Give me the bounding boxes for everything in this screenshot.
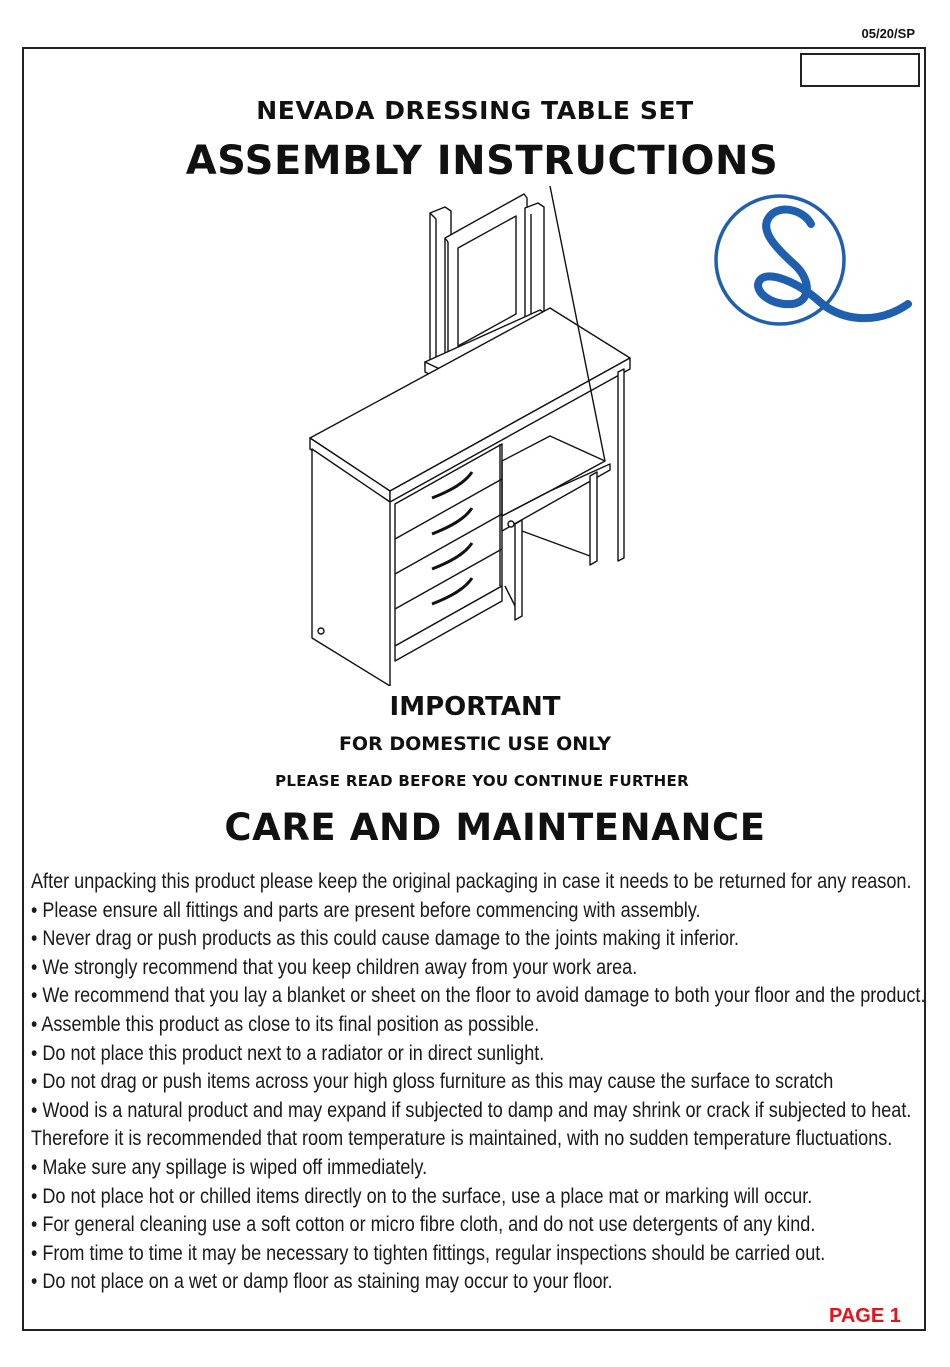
- care-line: • Do not place on a wet or damp floor as staining may occur to your floor.: [31, 1270, 613, 1294]
- care-line: Therefore it is recommended that room temperature is maintained, with no sudden temperature fluctuations.: [31, 1127, 893, 1151]
- domestic-use-notice: FOR DOMESTIC USE ONLY: [338, 733, 612, 755]
- care-line: • Do not place hot or chilled items directly on to the surface, use a place mat or marking will occur.: [31, 1184, 813, 1208]
- care-maintenance-heading: CARE AND MAINTENANCE: [224, 806, 766, 849]
- dressing-table-illustration: [300, 186, 640, 686]
- page-number: PAGE 1: [829, 1305, 901, 1327]
- care-line: • Wood is a natural product and may expand if subjected to damp and may shrink or crack if subjected to heat.: [31, 1098, 912, 1122]
- care-line: • Do not drag or push items across your high gloss furniture as this may cause the surface to scratch: [31, 1070, 834, 1094]
- please-read-notice: PLEASE READ BEFORE YOU CONTINUE FURTHER: [275, 772, 689, 790]
- care-line: • From time to time it may be necessary to tighten fittings, regular inspections should be carried out.: [31, 1241, 826, 1265]
- care-line: • Make sure any spillage is wiped off immediately.: [31, 1155, 428, 1179]
- care-instructions-list: [31, 868, 931, 1297]
- care-line: • Assemble this product as close to its final position as possible.: [31, 1012, 540, 1036]
- care-line: After unpacking this product please keep the original packaging in case it needs to be returned for any reason.: [31, 870, 912, 893]
- reference-box: [800, 53, 920, 87]
- important-heading: IMPORTANT: [389, 692, 561, 722]
- document-code: 05/20/SP: [861, 26, 915, 41]
- product-name: NEVADA DRESSING TABLE SET: [256, 96, 694, 125]
- sq-logo-icon: [708, 186, 918, 336]
- care-line: • We recommend that you lay a blanket or sheet on the floor to avoid damage to both your floor and the product.: [31, 984, 926, 1008]
- care-line: • Please ensure all fittings and parts are present before commencing with assembly.: [31, 898, 701, 922]
- care-line: • Do not place this product next to a radiator or in direct sunlight.: [31, 1041, 545, 1065]
- care-line: • We strongly recommend that you keep children away from your work area.: [31, 955, 638, 979]
- care-line: • Never drag or push products as this could cause damage to the joints making it inferior.: [31, 927, 740, 951]
- document-title: ASSEMBLY INSTRUCTIONS: [185, 138, 779, 184]
- care-line: • For general cleaning use a soft cotton or micro fibre cloth, and do not use detergents of any kind.: [31, 1213, 816, 1237]
